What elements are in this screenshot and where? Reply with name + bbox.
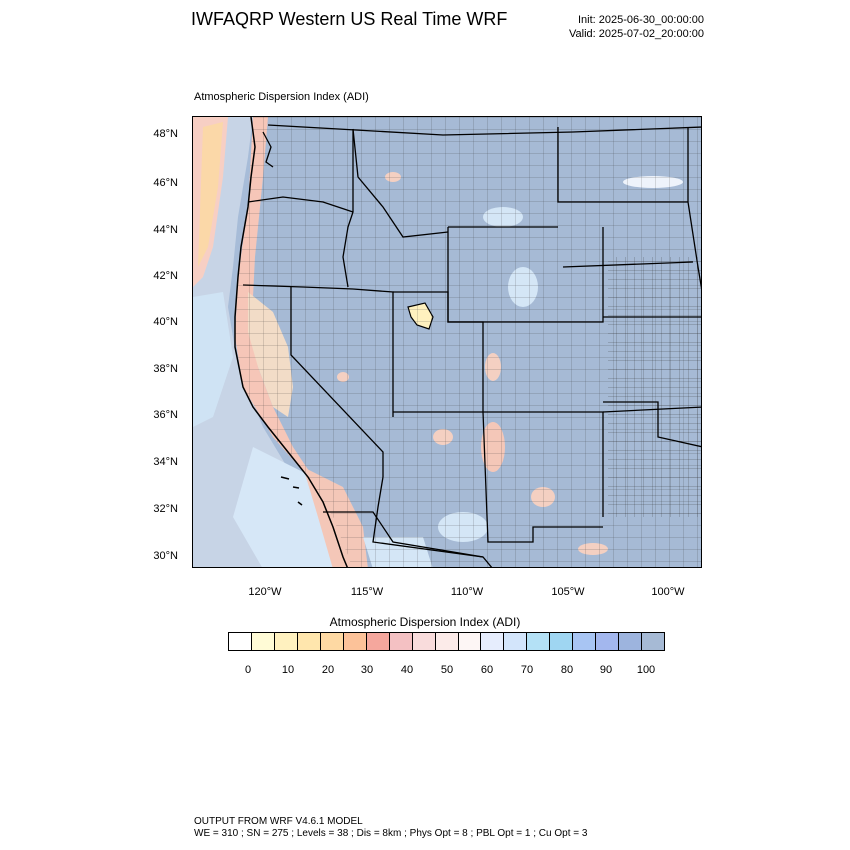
channel-islands: [293, 487, 299, 488]
map-svg: [193, 117, 702, 568]
valid-time: Valid: 2025-07-02_20:00:00: [569, 28, 704, 40]
colorbar-swatch: [298, 633, 321, 650]
colorbar-swatch: [390, 633, 413, 650]
colorbar-swatch: [596, 633, 619, 650]
colorbar-tick-label: 100: [636, 664, 656, 676]
colorbar-swatch: [413, 633, 436, 650]
colorbar-swatch: [252, 633, 275, 650]
colorbar-swatch: [321, 633, 344, 650]
lat-tick-label: 32°N: [153, 503, 178, 515]
lat-tick-label: 42°N: [153, 270, 178, 282]
lat-tick-label: 46°N: [153, 177, 178, 189]
colorbar: [228, 632, 665, 651]
lat-tick-label: 36°N: [153, 409, 178, 421]
lat-tick-label: 44°N: [153, 224, 178, 236]
lat-tick-label: 30°N: [153, 550, 178, 562]
colorbar-tick-label: 0: [244, 664, 252, 676]
colorbar-swatch: [436, 633, 459, 650]
colorbar-tick-label: 20: [321, 664, 335, 676]
lat-tick-label: 38°N: [153, 363, 178, 375]
colorbar-swatch: [527, 633, 550, 650]
colorbar-swatch: [229, 633, 252, 650]
colorbar-swatch: [550, 633, 573, 650]
colorbar-swatch: [619, 633, 642, 650]
lon-tick-label: 100°W: [651, 586, 685, 598]
lon-tick-label: 105°W: [551, 586, 585, 598]
colorbar-tick-label: 10: [281, 664, 295, 676]
colorbar-swatch: [344, 633, 367, 650]
lon-tick-label: 115°W: [350, 586, 384, 598]
map-plot-area: [192, 116, 702, 568]
colorbar-swatch: [459, 633, 482, 650]
model-info: OUTPUT FROM WRF V4.6.1 MODEL: [194, 816, 363, 827]
colorbar-tick-label: 80: [560, 664, 574, 676]
colorbar-tick-label: 40: [400, 664, 414, 676]
county-boundaries-plains: [608, 257, 702, 517]
colorbar-swatch: [504, 633, 527, 650]
colorbar-tick-label: 70: [520, 664, 534, 676]
colorbar-tick-label: 90: [599, 664, 613, 676]
colorbar-swatch: [275, 633, 298, 650]
lat-tick-label: 34°N: [153, 456, 178, 468]
chart-title: IWFAQRP Western US Real Time WRF: [191, 9, 508, 29]
colorbar-swatch: [481, 633, 504, 650]
model-config: WE = 310 ; SN = 275 ; Levels = 38 ; Dis = 8km ; Phys Opt = 8 ; PBL Opt = 1 ; Cu Opt = 3: [194, 828, 588, 839]
map-title: Atmospheric Dispersion Index (ADI): [194, 91, 369, 103]
lat-tick-label: 40°N: [153, 316, 178, 328]
lat-tick-label: 48°N: [153, 128, 178, 140]
colorbar-swatch: [642, 633, 664, 650]
colorbar-tick-label: 50: [440, 664, 454, 676]
colorbar-title: Atmospheric Dispersion Index (ADI): [329, 615, 521, 629]
colorbar-swatch: [367, 633, 390, 650]
colorbar-swatch: [573, 633, 596, 650]
init-time: Init: 2025-06-30_00:00:00: [578, 14, 704, 26]
lon-tick-label: 110°W: [450, 586, 484, 598]
colorbar-tick-label: 30: [360, 664, 374, 676]
colorbar-tick-label: 60: [480, 664, 494, 676]
lon-tick-label: 120°W: [248, 586, 282, 598]
